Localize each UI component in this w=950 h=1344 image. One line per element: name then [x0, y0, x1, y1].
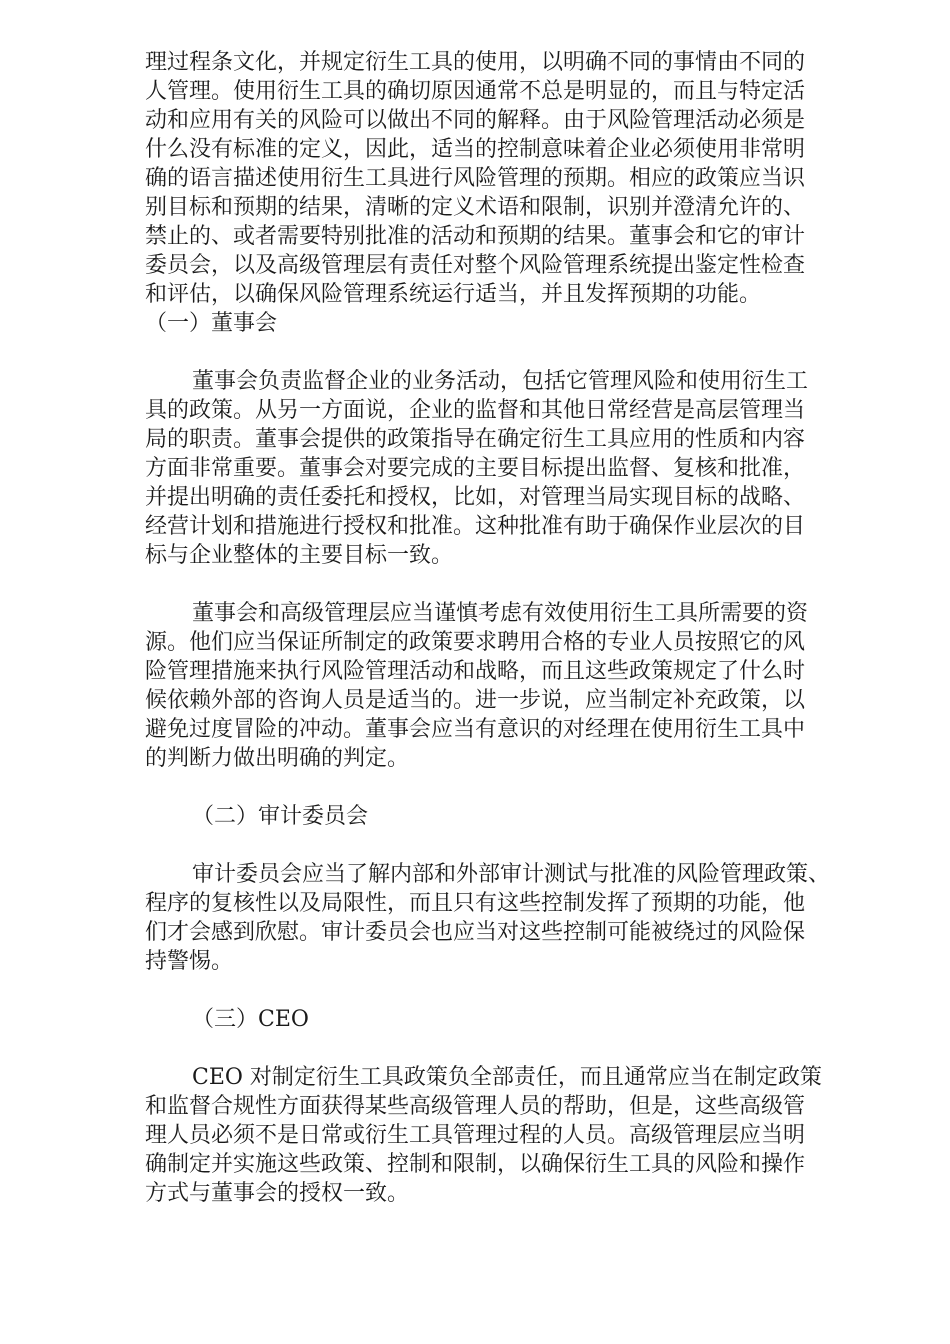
text-line: 的判断力做出明确的判定。: [145, 746, 410, 771]
text-line: 和监督合规性方面获得某些高级管理人员的帮助，但是，这些高级管: [145, 1094, 806, 1119]
text-line: 持警惕。: [145, 949, 234, 974]
text-line: 审计委员会应当了解内部和外部审计测试与批准的风险管理政策、: [192, 862, 831, 887]
text-line: 人管理。使用衍生工具的确切原因通常不总是明显的，而且与特定活: [145, 79, 806, 104]
text-line: 们才会感到欣慰。审计委员会也应当对这些控制可能被绕过的风险保: [145, 920, 806, 945]
text-line: 方式与董事会的授权一致。: [145, 1181, 410, 1206]
text-line: 动和应用有关的风险可以做出不同的解释。由于风险管理活动必须是: [145, 108, 806, 133]
spacer: [145, 1034, 875, 1063]
text-line: 避免过度冒险的冲动。董事会应当有意识的对经理在使用衍生工具中: [145, 717, 806, 742]
text-line: CEO 对制定衍生工具政策负全部责任，而且通常应当在制定政策: [192, 1065, 822, 1090]
text-line: 标与企业整体的主要目标一致。: [145, 543, 454, 568]
paragraph-ceo: [145, 1063, 875, 1208]
text-line: 禁止的、或者需要特别批准的活动和预期的结果。董事会和它的审计: [145, 224, 806, 249]
text-line: 具的政策。从另一方面说，企业的监督和其他日常经营是高层管理当: [145, 398, 806, 423]
section-heading-board: （一）董事会: [145, 311, 278, 336]
text-line: 什么没有标准的定义，因此，适当的控制意味着企业必须使用非常明: [145, 137, 806, 162]
spacer: [145, 338, 875, 367]
paragraph-audit: [145, 860, 875, 976]
text-line: 理人员必须不是日常或衍生工具管理过程的人员。高级管理层应当明: [145, 1123, 806, 1148]
paragraph-board-1: [145, 367, 875, 570]
text-line: 险管理措施来执行风险管理活动和战略，而且这些政策规定了什么时: [145, 659, 806, 684]
text-line: 确的语言描述使用衍生工具进行风险管理的预期。相应的政策应当识: [145, 166, 806, 191]
spacer: [145, 570, 875, 599]
spacer: [145, 831, 875, 860]
text-line: 方面非常重要。董事会对要完成的主要目标提出监督、复核和批准，: [145, 456, 806, 481]
paragraph-board-2: [145, 599, 875, 773]
text-line: 委员会，以及高级管理层有责任对整个风险管理系统提出鉴定性检查: [145, 253, 806, 278]
text-line: 和评估，以确保风险管理系统运行适当，并且发挥预期的功能。: [145, 282, 762, 307]
paragraph-intro: [145, 48, 875, 309]
text-line: 理过程条文化，并规定衍生工具的使用，以明确不同的事情由不同的: [145, 50, 806, 75]
text-line: 经营计划和措施进行授权和批准。这种批准有助于确保作业层次的目: [145, 514, 806, 539]
text-line: 确制定并实施这些政策、控制和限制，以确保衍生工具的风险和操作: [145, 1152, 806, 1177]
text-line: 董事会和高级管理层应当谨慎考虑有效使用衍生工具所需要的资: [192, 601, 809, 626]
text-line: 候依赖外部的咨询人员是适当的。进一步说，应当制定补充政策，以: [145, 688, 806, 713]
spacer: [145, 976, 875, 1005]
text-line: 局的职责。董事会提供的政策指导在确定衍生工具应用的性质和内容: [145, 427, 806, 452]
section-heading-audit-committee: （二）审计委员会: [192, 804, 369, 829]
text-line: 别目标和预期的结果，清晰的定义术语和限制，识别并澄清允许的、: [145, 195, 806, 220]
text-line: 源。他们应当保证所制定的政策要求聘用合格的专业人员按照它的风: [145, 630, 806, 655]
text-line: 程序的复核性以及局限性，而且只有这些控制发挥了预期的功能，他: [145, 891, 806, 916]
text-line: 董事会负责监督企业的业务活动，包括它管理风险和使用衍生工: [192, 369, 809, 394]
section-heading-ceo: （三）CEO: [192, 1007, 309, 1032]
document-page: [145, 48, 875, 1208]
text-line: 并提出明确的责任委托和授权，比如，对管理当局实现目标的战略、: [145, 485, 806, 510]
spacer: [145, 773, 875, 802]
